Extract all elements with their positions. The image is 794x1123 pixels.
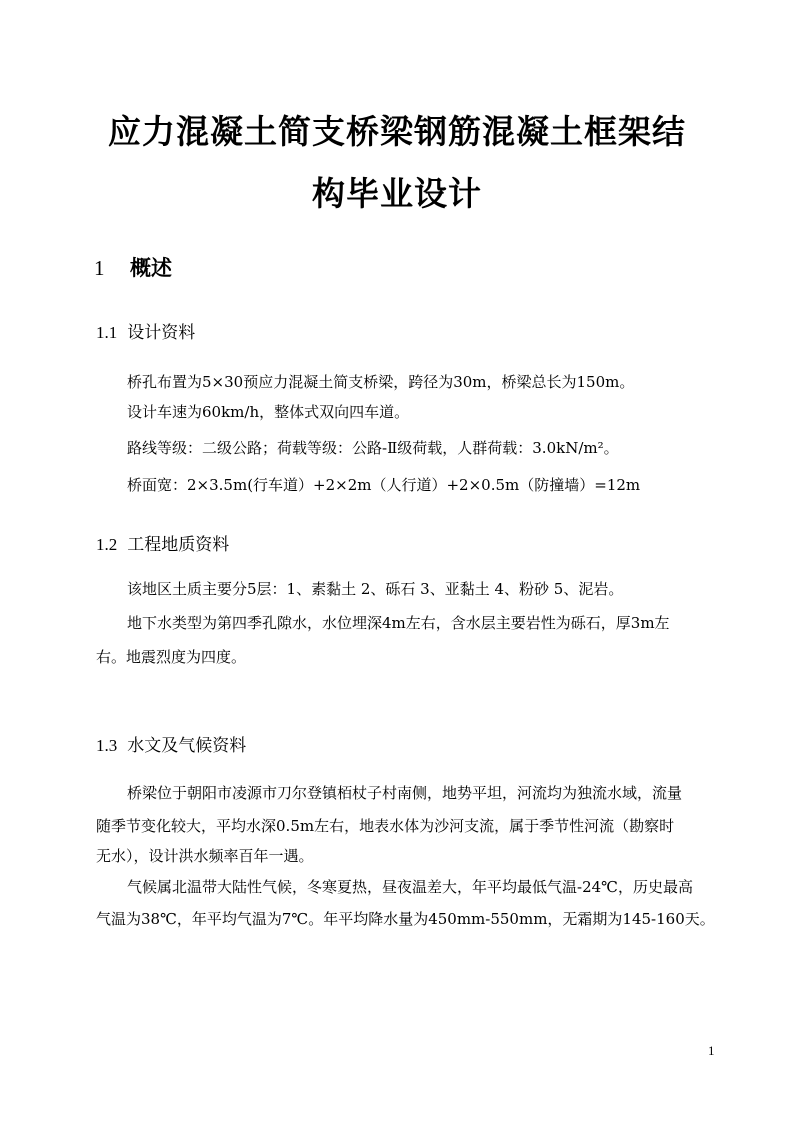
section-title: 概述 xyxy=(130,256,172,280)
document-title-line-2: 构毕业设计 xyxy=(312,174,482,213)
paragraph-line: 气候属北温带大陆性气候，冬寒夏热，昼夜温差大，年平均最低气温-24℃，历史最高 xyxy=(127,878,693,896)
paragraph-line: 随季节变化较大，平均水深0.5m左右，地表水体为沙河支流，属于季节性河流（勘察时 xyxy=(96,817,675,835)
section-title: 设计资料 xyxy=(127,323,196,343)
paragraph-line: 该地区土质主要分5层：1、素黏土 2、砾石 3、亚黏土 4、粉砂 5、泥岩。 xyxy=(127,580,624,598)
paragraph-line: 桥面宽：2×3.5m(行车道）+2×2m（人行道）+2×0.5m（防撞墙）=12m xyxy=(127,476,641,494)
section-1-2-heading xyxy=(96,530,229,555)
page-number: 1 xyxy=(708,1043,715,1058)
paragraph-line: 设计车速为60km/h，整体式双向四车道。 xyxy=(127,403,410,421)
paragraph-line: 气温为38℃，年平均气温为7℃。年平均降水量为450mm-550mm，无霜期为145-160天。 xyxy=(96,910,715,928)
section-1-3-heading xyxy=(96,731,246,756)
section-title: 工程地质资料 xyxy=(127,535,230,555)
section-1-heading xyxy=(94,252,172,282)
document-title-line-1: 应力混凝土简支桥梁钢筋混凝土框架结 xyxy=(108,112,686,151)
section-number: 1.2 xyxy=(96,535,118,554)
section-number: 1.3 xyxy=(96,736,118,755)
section-number: 1.1 xyxy=(96,323,118,342)
section-1-1-heading xyxy=(96,318,195,343)
paragraph-line: 桥梁位于朝阳市凌源市刀尔登镇栢杖子村南侧，地势平坦，河流均为独流水域，流量 xyxy=(127,784,683,802)
paragraph-line: 路线等级：二级公路；荷载等级：公路-Ⅱ级荷载，人群荷载：3.0kN/m²。 xyxy=(127,439,619,457)
paragraph-line: 无水），设计洪水频率百年一遇。 xyxy=(96,847,314,865)
section-number: 1 xyxy=(94,256,105,280)
paragraph-line: 地下水类型为第四季孔隙水，水位埋深4m左右，含水层主要岩性为砾石，厚3m左 xyxy=(127,614,670,632)
paragraph-line: 桥孔布置为5×30预应力混凝土简支桥梁，跨径为30m，桥梁总长为150m。 xyxy=(127,373,635,391)
paragraph-line: 右。地震烈度为四度。 xyxy=(96,648,247,666)
section-title: 水文及气候资料 xyxy=(127,736,247,756)
